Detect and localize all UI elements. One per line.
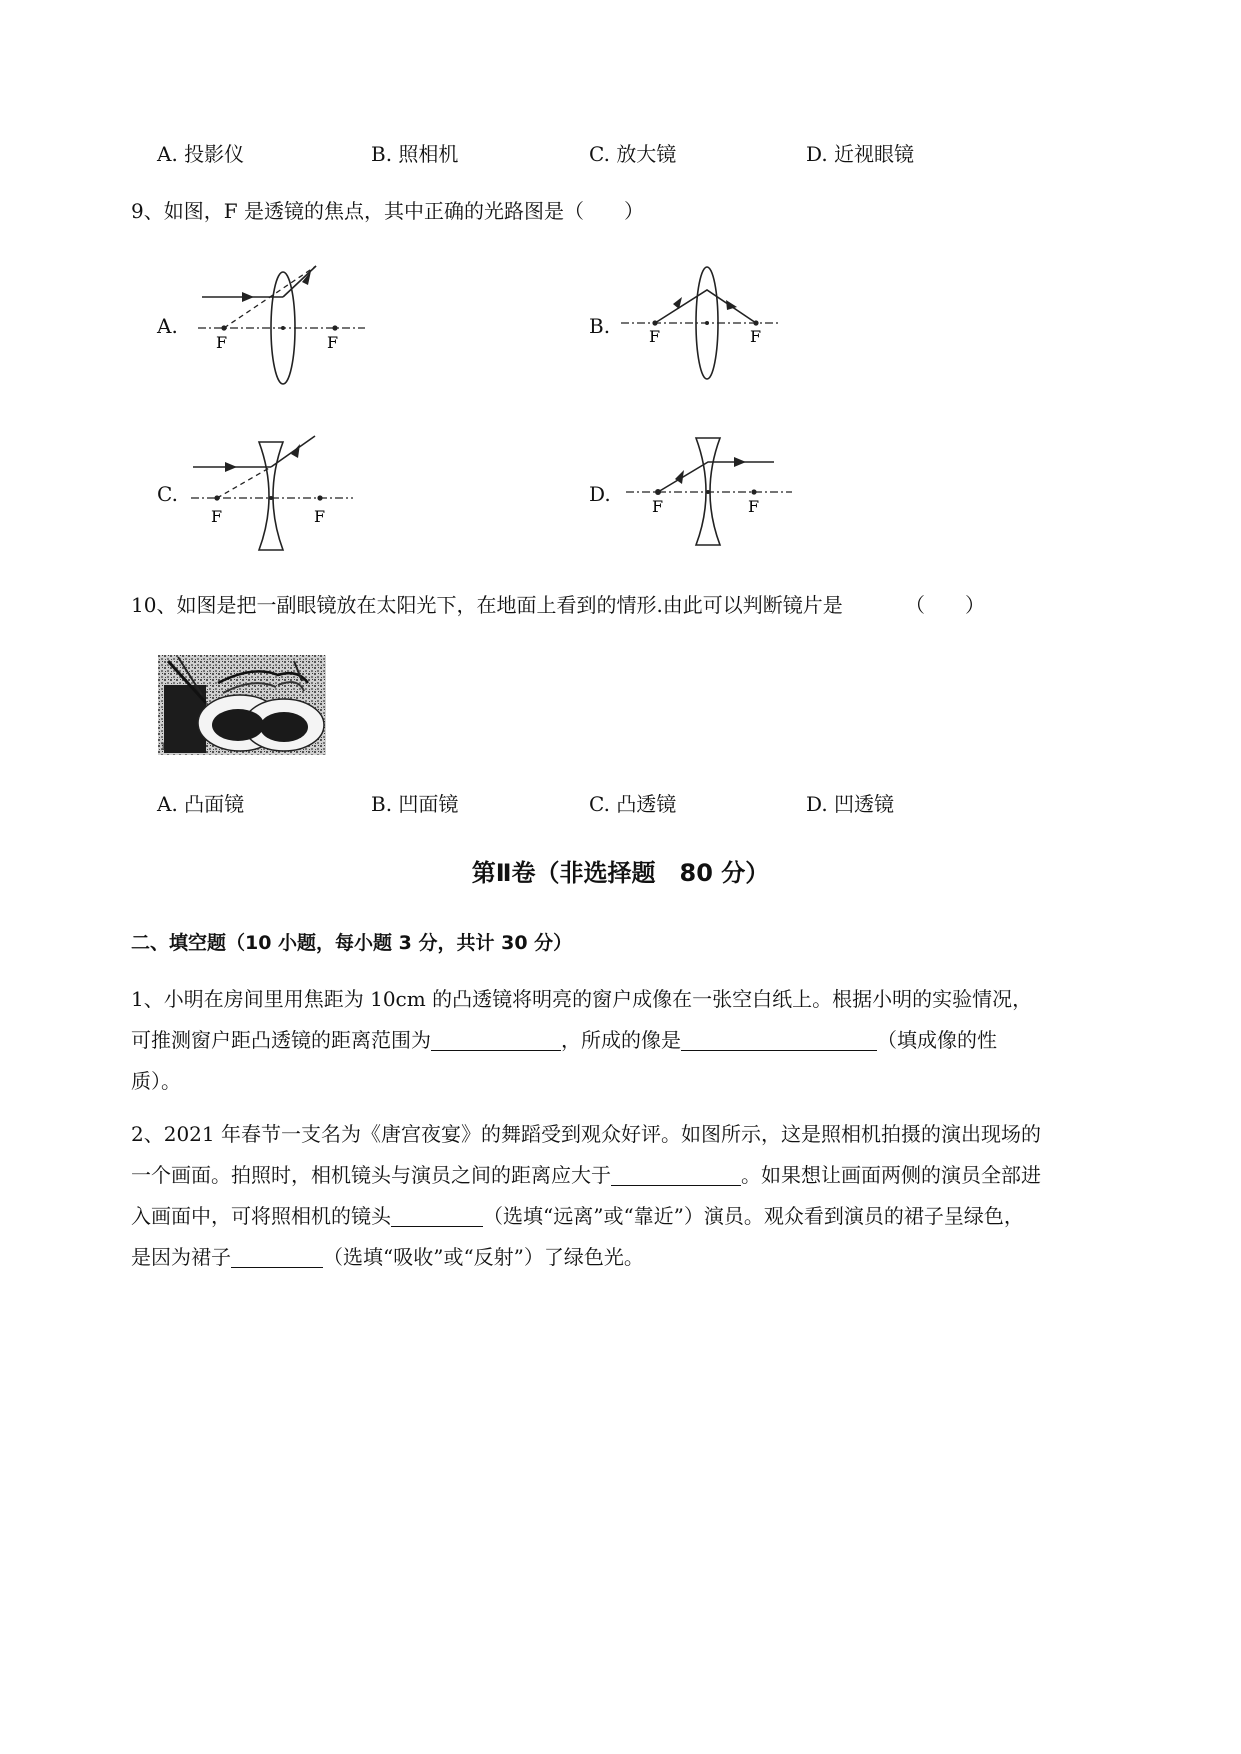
optical-center xyxy=(705,321,709,325)
q9-diagram-a-letter: A. xyxy=(157,314,178,338)
q10-option-d: D. 凹透镜 xyxy=(806,792,895,816)
q9-diagram-a xyxy=(190,258,380,393)
answer-blank[interactable] xyxy=(611,1163,741,1186)
q8-option-b: B. 照相机 xyxy=(371,142,459,166)
glasses-shadow-photo xyxy=(158,655,326,755)
focus-label-right: F xyxy=(327,333,339,352)
q9-diagram-d xyxy=(620,432,800,552)
arrow-icon xyxy=(225,462,237,472)
answer-blank[interactable] xyxy=(391,1204,483,1227)
focus-point-right xyxy=(753,320,758,325)
focus-label-left: F xyxy=(649,327,661,346)
q8-option-c: C. 放大镜 xyxy=(589,142,677,166)
refracted-ray xyxy=(271,436,315,467)
section-two-title: 二、填空题（10 小题，每小题 3 分，共计 30 分） xyxy=(131,932,573,954)
answer-blank[interactable] xyxy=(681,1028,877,1051)
focus-label-right: F xyxy=(314,507,326,526)
refracted-ray xyxy=(283,266,316,297)
arrow-icon xyxy=(242,292,254,302)
focus-label-left: F xyxy=(211,507,223,526)
focus-point-left xyxy=(214,495,219,500)
answer-blank[interactable] xyxy=(231,1245,323,1268)
q10-stem: 10、如图是把一副眼镜放在太阳光下，在地面上看到的情形.由此可以判断镜片是 xyxy=(131,593,843,617)
fill-question-2: 2、2021 年春节一支名为《唐宫夜宴》的舞蹈受到观众好评。如图所示，这是照相机拍摄的演出现场的一个画面。拍照时，相机镜头与演员之间的距离应大于 。如果想让画面两侧的演员全部进入画面中，可将照相机的镜头 （选填“远离”或“靠近”）演员。观众看到演员的裙子呈绿色，是因为裙子 （选填“吸收”或“反射”）了绿色光。 xyxy=(131,1122,1041,1269)
optical-center xyxy=(269,496,273,500)
light-ray xyxy=(655,290,756,323)
q9-diagram-b-letter: B. xyxy=(589,314,611,338)
answer-blank[interactable] xyxy=(431,1028,561,1051)
focus-point-left xyxy=(221,325,226,330)
right-lens-shadow xyxy=(260,712,308,742)
q10-option-b: B. 凹面镜 xyxy=(371,792,459,816)
optical-center xyxy=(706,490,710,494)
focus-label-right: F xyxy=(748,497,760,516)
q9-diagram-c xyxy=(185,430,365,555)
q10-answer-bracket: （ ） xyxy=(905,593,985,617)
focus-point-right xyxy=(332,325,337,330)
light-ray xyxy=(658,462,774,492)
fill-question-1: 1、小明在房间里用焦距为 10cm 的凸透镜将明亮的窗户成像在一张空白纸上。根据小明的实验情况，可推测窗户距凸透镜的距离范围为 ，所成的像是 （填成像的性质）。 xyxy=(131,987,1033,1093)
q9-diagram-d-letter: D. xyxy=(589,482,611,506)
q10-option-c: C. 凸透镜 xyxy=(589,792,677,816)
q9-diagram-c-letter: C. xyxy=(157,482,178,506)
focus-point-right xyxy=(317,495,322,500)
focus-point-left xyxy=(652,320,657,325)
left-lens-shadow xyxy=(212,709,264,741)
part-two-title: 第Ⅱ卷（非选择题 80 分） xyxy=(471,859,770,887)
optical-center xyxy=(281,326,285,330)
focus-label-right: F xyxy=(750,327,762,346)
q10-option-a: A. 凸面镜 xyxy=(157,792,245,816)
focus-label-left: F xyxy=(652,497,664,516)
focus-label-left: F xyxy=(216,333,228,352)
arrow-icon xyxy=(734,457,746,467)
q9-diagram-b xyxy=(615,262,790,387)
photo-caption: 1 xyxy=(160,742,167,753)
focus-point-left xyxy=(655,489,661,495)
focus-point-right xyxy=(751,489,756,494)
q8-option-d: D. 近视眼镜 xyxy=(806,142,915,166)
q9-stem: 9、如图，F 是透镜的焦点，其中正确的光路图是（ ） xyxy=(131,199,644,223)
q8-option-a: A. 投影仪 xyxy=(157,142,245,166)
